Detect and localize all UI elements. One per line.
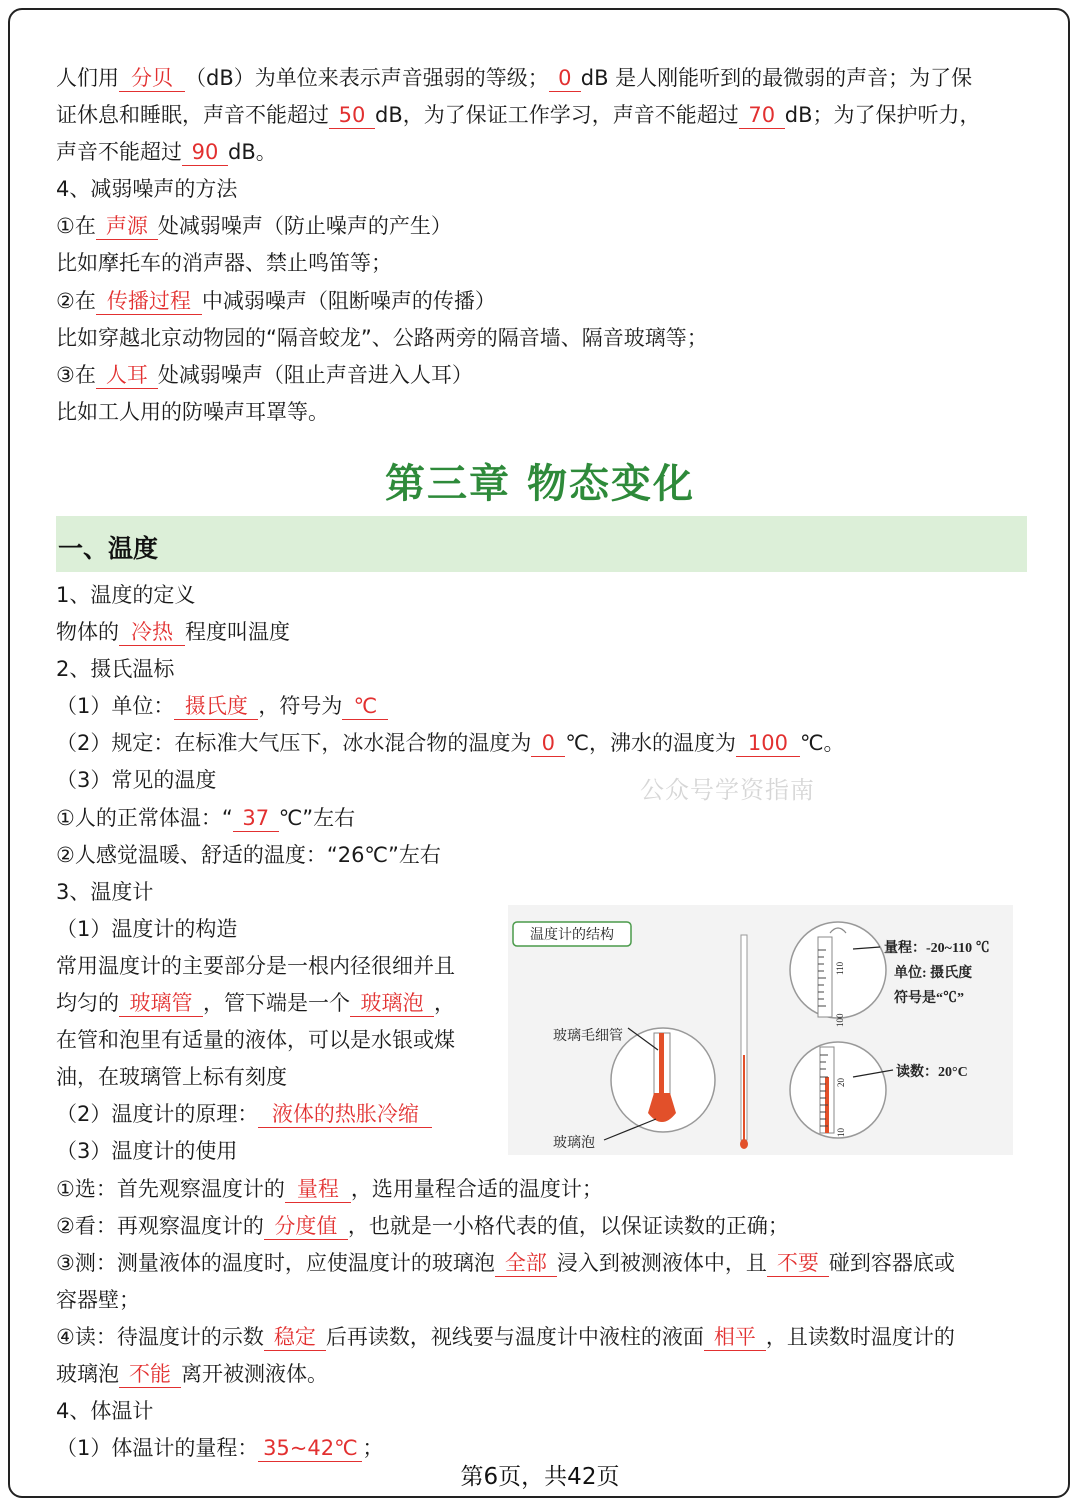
fill-blank: 玻璃管 xyxy=(119,990,203,1017)
fill-blank: 分度值 xyxy=(264,1213,348,1240)
text-line xyxy=(56,357,1031,394)
liquid-column xyxy=(659,1033,664,1095)
section-header xyxy=(56,516,1027,572)
text: dB。 xyxy=(228,140,277,165)
fill-blank: 冷热 xyxy=(119,619,185,646)
text-line xyxy=(56,1356,1031,1393)
text: 中减弱噪声（阻断噪声的传播） xyxy=(201,288,496,313)
text: 玻璃泡 xyxy=(56,1361,119,1386)
text-line: 3、温度计 xyxy=(56,879,154,904)
text: 浸入到被测液体中，且 xyxy=(556,1250,767,1275)
text-line: 2、摄氏温标 xyxy=(56,657,175,682)
text: ，选用量程合适的温度计； xyxy=(350,1176,603,1201)
text: dB，为了保证工作学习，声音不能超过 xyxy=(375,103,739,128)
fill-blank: 人耳 xyxy=(96,362,158,389)
text-line xyxy=(56,1245,1031,1282)
text: ③在 xyxy=(56,362,96,387)
fill-blank: 0 xyxy=(549,65,581,92)
text: 程度叫温度 xyxy=(185,620,290,645)
fill-blank: 0 xyxy=(531,730,565,757)
fill-blank: 传播过程 xyxy=(96,288,202,315)
fill-blank: 35~42℃ xyxy=(258,1435,362,1462)
reading-label: 读数：20°C xyxy=(896,1065,968,1080)
text: 声音不能超过 xyxy=(56,140,182,165)
text: 均匀的 xyxy=(56,991,119,1016)
label-bulb: 玻璃泡 xyxy=(553,1136,595,1151)
text: 处减弱噪声（阻止声音进入人耳） xyxy=(157,362,473,387)
text-line: 4、减弱噪声的方法 xyxy=(56,177,238,202)
text: ℃”左右 xyxy=(278,805,356,830)
text: （1）体温计的量程： xyxy=(56,1436,259,1461)
text: ①选：首先观察温度计的 xyxy=(56,1176,285,1201)
thermometer-figure xyxy=(508,905,1013,1155)
text-line xyxy=(56,1319,1031,1356)
text-line: ②人感觉温暖、舒适的温度：“26℃”左右 xyxy=(56,842,441,867)
thermometer-bulb xyxy=(740,1139,748,1149)
chapter-name: 物态变化 xyxy=(527,461,695,507)
text: 人们用 xyxy=(56,66,119,90)
text: 处减弱噪声（防止噪声的产生） xyxy=(157,214,452,239)
text: dB 是人刚能听到的最微弱的声音；为了保 xyxy=(580,66,973,90)
text: ④读：待温度计的示数 xyxy=(56,1324,264,1349)
fill-blank: 玻璃泡 xyxy=(350,990,434,1017)
section-title: 一、温度 xyxy=(58,534,159,563)
text-line: 容器壁； xyxy=(56,1287,140,1312)
text: （1）单位： xyxy=(56,694,175,719)
text: ①人的正常体温：“ xyxy=(56,805,233,830)
text: 物体的 xyxy=(56,620,119,645)
text: ②在 xyxy=(56,288,96,313)
text: ，且读数时温度计的 xyxy=(765,1324,955,1349)
text-line: （1）温度计的构造 xyxy=(56,916,238,941)
fill-blank: 不能 xyxy=(119,1361,181,1388)
text-line: 常用温度计的主要部分是一根内径很细并且 xyxy=(56,953,455,978)
text-line xyxy=(56,1171,1031,1208)
text-line xyxy=(56,688,1031,725)
text-line xyxy=(56,208,1031,245)
fill-blank: 70 xyxy=(739,102,785,129)
fill-blank: 37 xyxy=(233,805,279,832)
tick-label: 10 xyxy=(836,1128,846,1137)
page-number: 第6页，共42页 xyxy=(460,1464,620,1490)
chapter-number: 第三章 xyxy=(385,461,511,507)
top-paragraphs xyxy=(56,60,1031,431)
thermometer-diagram xyxy=(508,905,1013,1155)
fill-blank: 量程 xyxy=(285,1176,351,1203)
text: ，符号为 xyxy=(258,694,343,719)
text-line: 油，在玻璃管上标有刻度 xyxy=(56,1065,287,1090)
text-line: 在管和泡里有适量的液体，可以是水银或煤 xyxy=(56,1028,455,1053)
symbol-label: 符号是“℃” xyxy=(894,991,964,1006)
text-line: 比如摩托车的消声器、禁止鸣笛等； xyxy=(56,251,392,276)
fill-blank: 声源 xyxy=(96,213,158,240)
text: 证休息和睡眠，声音不能超过 xyxy=(56,103,329,128)
text: ③测：测量液体的温度时，应使温度计的玻璃泡 xyxy=(56,1250,495,1275)
text-line xyxy=(56,60,1031,97)
text-line xyxy=(56,614,1031,651)
text: ℃。 xyxy=(799,731,845,756)
thermometer-liquid xyxy=(743,1055,745,1140)
text-line xyxy=(56,725,1031,762)
chapter-title xyxy=(0,452,1080,509)
text-line: 比如工人用的防噪声耳罩等。 xyxy=(56,399,329,424)
fill-blank: 90 xyxy=(182,139,228,166)
text-line xyxy=(56,800,1031,837)
text-line xyxy=(56,97,1031,134)
text-line xyxy=(56,134,1031,171)
text: ℃，沸水的温度为 xyxy=(565,731,736,756)
text-line: 4、体温计 xyxy=(56,1399,154,1424)
text: 碰到容器底或 xyxy=(828,1250,955,1275)
text: （2）规定：在标准大气压下，冰水混合物的温度为 xyxy=(56,731,532,756)
reading-magnifier xyxy=(790,1042,886,1138)
fill-blank: 全部 xyxy=(495,1250,557,1277)
watermark-text: 公众号学资指南 xyxy=(640,776,815,804)
text: ，管下端是一个 xyxy=(203,991,350,1016)
text-line xyxy=(56,1208,1031,1245)
fill-blank: ℃ xyxy=(342,693,388,720)
page-footer xyxy=(0,1458,1080,1491)
fill-blank: 稳定 xyxy=(264,1324,326,1351)
fill-blank: 分贝 xyxy=(119,65,185,92)
tick-label: 20 xyxy=(836,1078,846,1087)
text: ②看：再观察温度计的 xyxy=(56,1213,264,1238)
text: （dB）为单位来表示声音强弱的等级； xyxy=(185,66,549,90)
text: （2）温度计的原理： xyxy=(56,1102,259,1127)
figure-title: 温度计的结构 xyxy=(530,928,614,943)
tick-label: 100 xyxy=(835,1013,845,1027)
text: 离开被测液体。 xyxy=(181,1361,328,1386)
tick-label: 110 xyxy=(835,961,845,975)
fill-blank: 不要 xyxy=(767,1250,829,1277)
text-line: （3）温度计的使用 xyxy=(56,1139,238,1164)
fill-blank: 液体的热胀冷缩 xyxy=(258,1101,432,1128)
magnified-tube xyxy=(818,937,832,1017)
text-line: （3）常见的温度 xyxy=(56,768,217,793)
fill-blank: 50 xyxy=(329,102,375,129)
watermark xyxy=(640,770,815,805)
text: ， xyxy=(434,991,455,1016)
text: ； xyxy=(362,1436,384,1461)
range-label: 量程：-20~110 ℃ xyxy=(884,941,990,956)
text-line: 1、温度的定义 xyxy=(56,583,196,607)
text-line: 比如穿越北京动物园的“隔音蛟龙”、公路两旁的隔音墙、隔音玻璃等； xyxy=(56,325,708,350)
text: dB；为了保护听力， xyxy=(784,103,981,128)
fill-blank: 相平 xyxy=(704,1324,766,1351)
unit-label: 单位: 摄氏度 xyxy=(894,966,973,981)
label-capillary: 玻璃毛细管 xyxy=(553,1029,623,1044)
fill-blank: 100 xyxy=(736,730,800,757)
text: ①在 xyxy=(56,214,96,239)
text: 后再读数，视线要与温度计中液柱的液面 xyxy=(325,1324,704,1349)
text-line xyxy=(56,283,1031,320)
fill-blank: 摄氏度 xyxy=(174,693,258,720)
text: ，也就是一小格代表的值，以保证读数的正确； xyxy=(347,1213,789,1238)
